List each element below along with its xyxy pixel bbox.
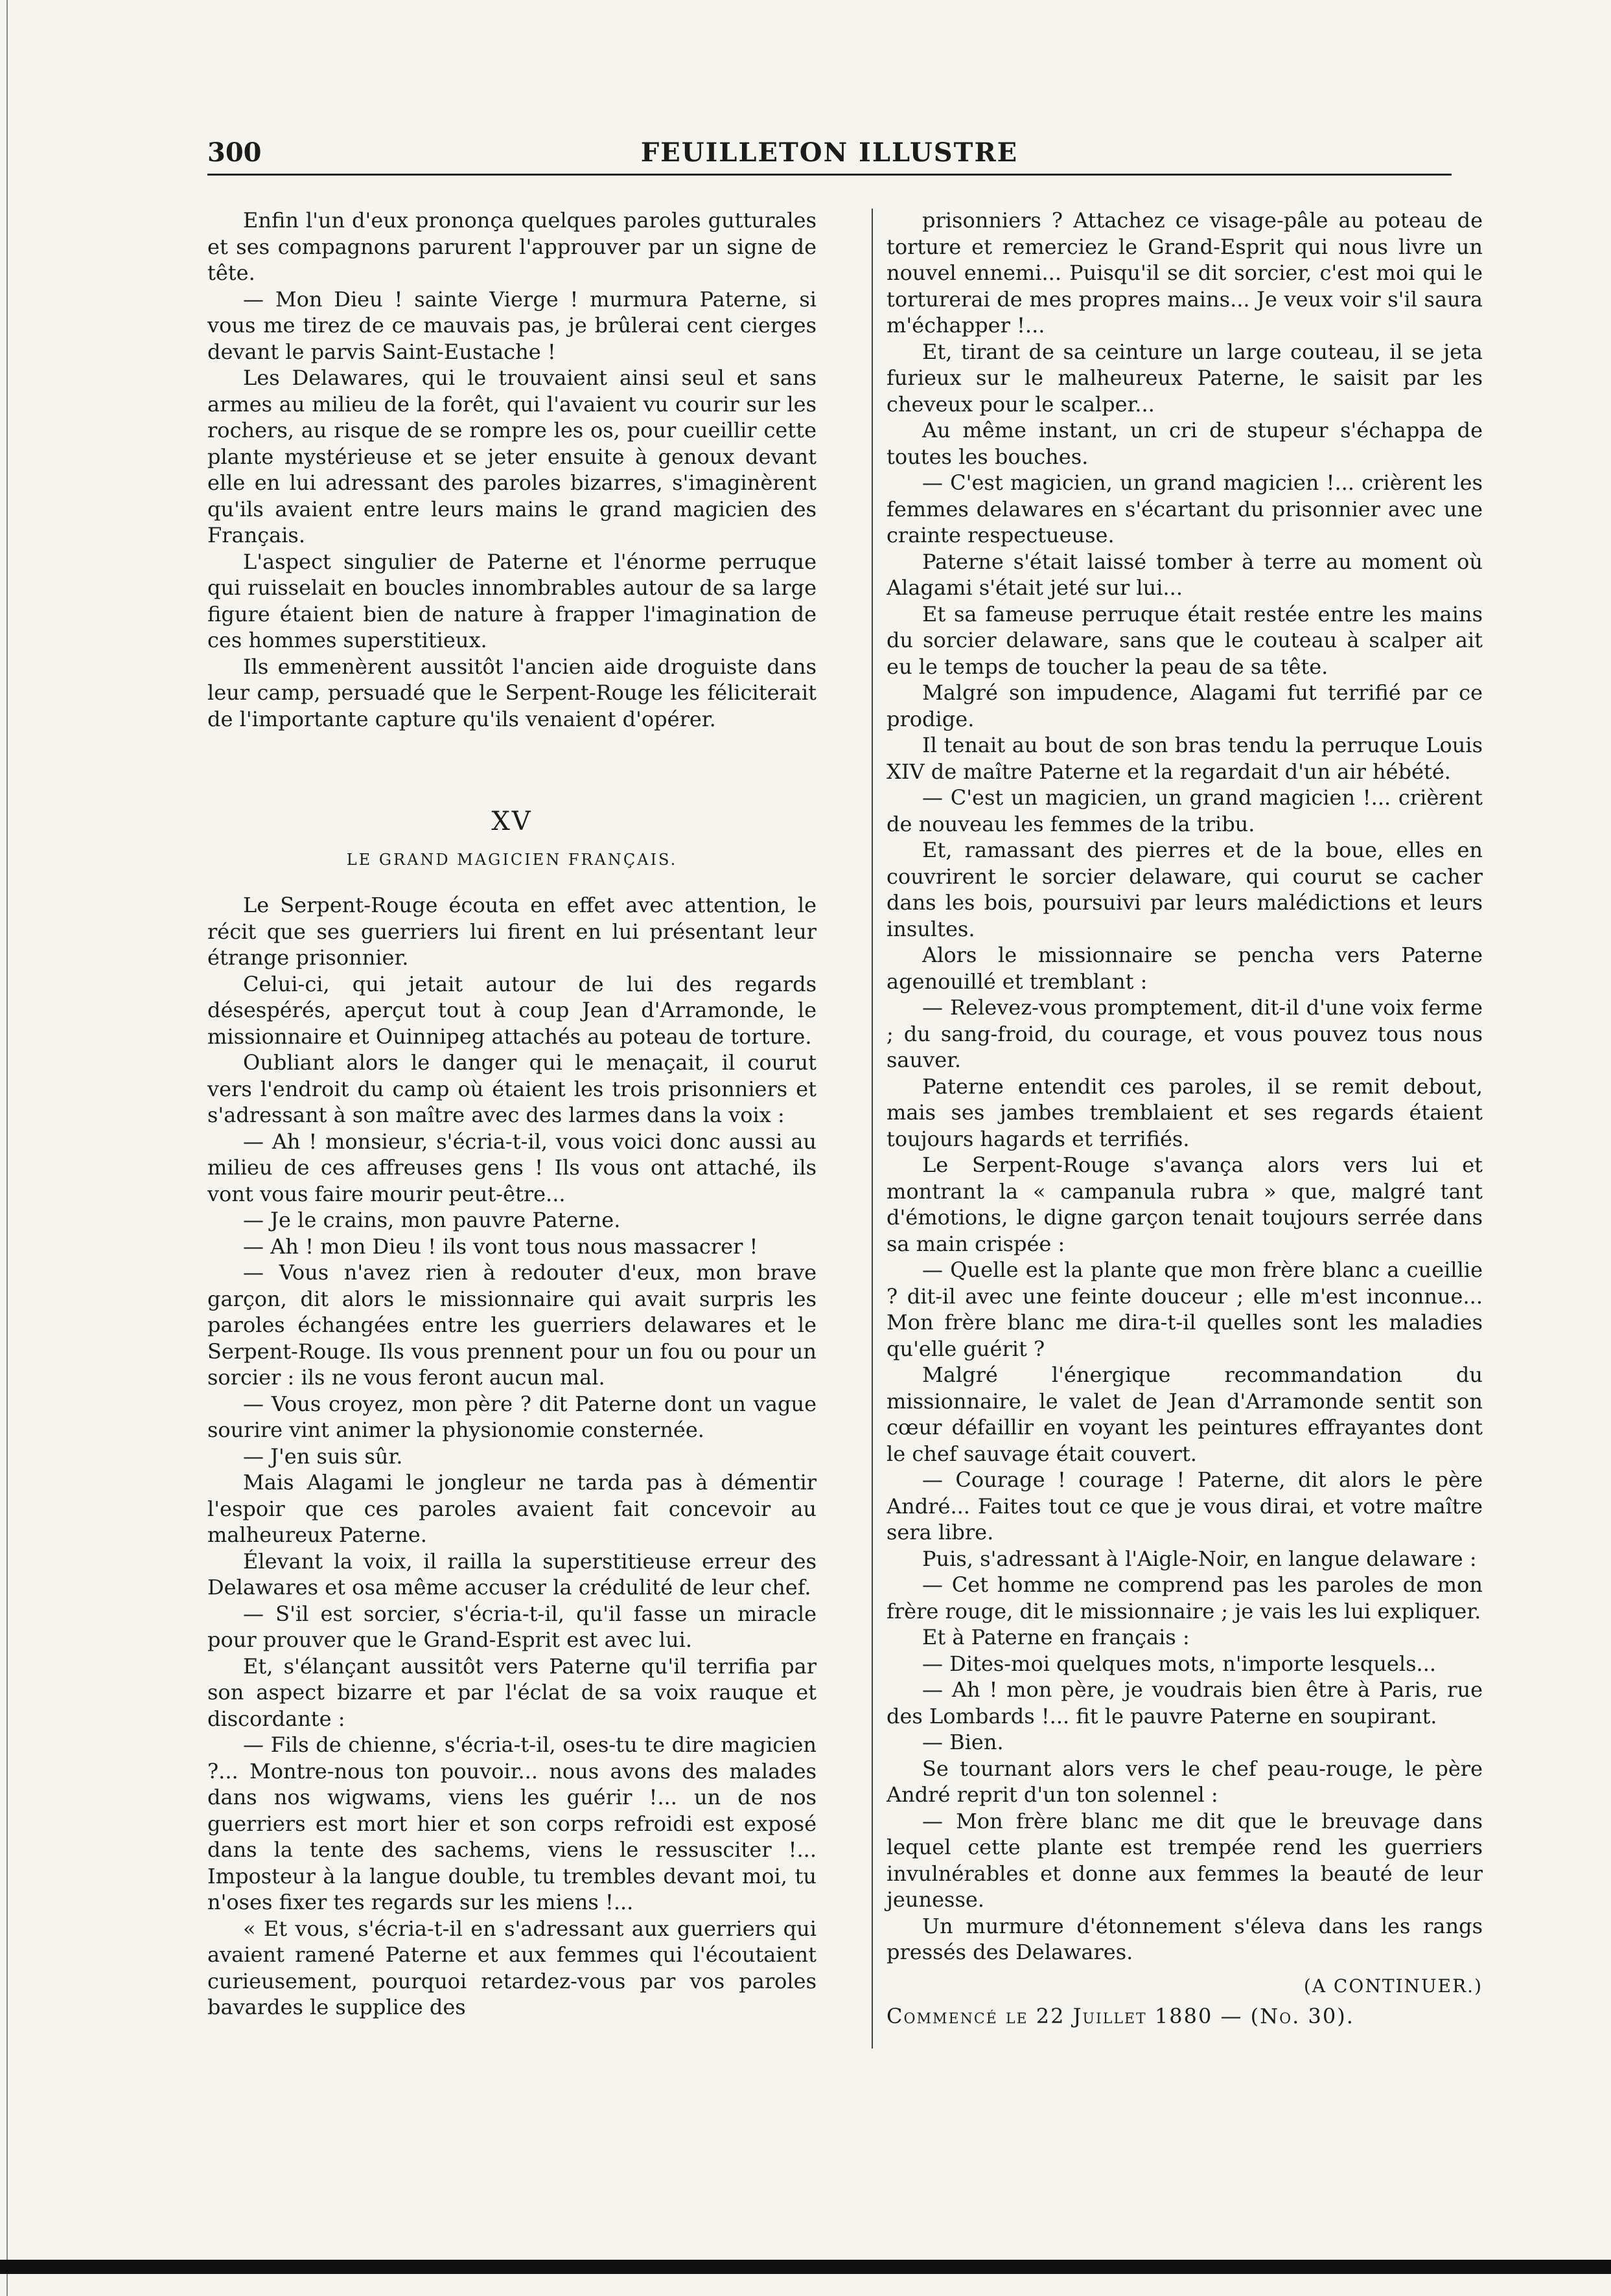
paragraph: — Quelle est la plante que mon frère blanc a cueillie ? dit-il avec une feinte douceur ; elle m'est inconnue... Mon frère blanc me dira-t-il quelles sont les maladies qu'elle guérit ?	[887, 1257, 1483, 1361]
paragraph: — C'est magicien, un grand magicien !... crièrent les femmes delawares en s'écartant du prisonnier avec une crainte respectueuse.	[887, 470, 1483, 547]
paragraph: Élevant la voix, il railla la superstitieuse erreur des Delawares et osa même accuser la crédulité de leur chef.	[207, 1548, 817, 1600]
paragraph: — Ah ! monsieur, s'écria-t-il, vous voici donc aussi au milieu de ces affreuses gens ! Ils vous ont attaché, ils vont vous faire mourir peut-être...	[207, 1129, 817, 1206]
paragraph: Oubliant alors le danger qui le menaçait, il courut vers l'endroit du camp où étaient les trois prisonniers et s'adressant à son maître avec des larmes dans la voix :	[207, 1050, 817, 1127]
paragraph: — Courage ! courage ! Paterne, dit alors le père André... Faites tout ce que je vous dirai, et votre maître sera libre.	[887, 1467, 1483, 1544]
page-number: 300	[207, 137, 262, 168]
paragraph: — Mon Dieu ! sainte Vierge ! murmura Paterne, si vous me tirez de ce mauvais pas, je brûlerai cent cierges devant le parvis Saint-Eustache !	[207, 286, 817, 364]
paragraph: — C'est un magicien, un grand magicien !... crièrent de nouveau les femmes de la tribu.	[887, 785, 1483, 836]
paragraph: Les Delawares, qui le trouvaient ainsi seul et sans armes au milieu de la forêt, qui l'avaient vu courir sur les rochers, au risque de se rompre les os, pour cueillir cette plante mystérieuse et se jeter ensuite à genoux devant elle en lui adressant des paroles bizarres, s'imaginèrent qu'ils avaient entre leurs mains le grand magicien des Français.	[207, 365, 817, 547]
right-paragraphs	[887, 207, 1483, 1966]
paragraph: — Je le crains, mon pauvre Paterne.	[243, 1208, 621, 1232]
paragraph: Et, s'élançant aussitôt vers Paterne qu'il terrifia par son aspect bizarre et par l'éclat de sa voix rauque et discordante :	[207, 1653, 817, 1731]
paragraph: Malgré son impudence, Alagami fut terrifié par ce prodige.	[887, 680, 1483, 731]
paragraph: — Mon frère blanc me dit que le breuvage dans lequel cette plante est trempée rend les guerriers invulnérables et donne aux femmes la beauté de leur jeunesse.	[887, 1808, 1483, 1912]
left-paragraphs-before	[207, 207, 817, 732]
paragraph: — Fils de chienne, s'écria-t-il, oses-tu te dire magicien ?... Montre-nous ton pouvoir... nous avons des malades dans nos wigwams, viens les guérir !... un de nos guerriers est mort hier et son corps refroidi est exposé dans la tente des sachems, viens le ressusciter !... Imposteur à la langue double, tu trembles devant moi, tu n'oses fixer tes regards sur les miens !...	[207, 1732, 817, 1914]
journal-title: FEUILLETON ILLUSTRE	[640, 137, 1019, 168]
continuation-note: (A CONTINUER.)	[1303, 1975, 1483, 1997]
left-column	[207, 207, 817, 2021]
bottom-border-bar	[0, 2260, 1611, 2274]
paragraph: « Et vous, s'écria-t-il en s'adressant aux guerriers qui avaient ramené Paterne et aux femmes qui l'écoutaient curieusement, pourquoi retardez-vous par vos paroles bavardes le supplice des	[207, 1916, 817, 2019]
paragraph: Mais Alagami le jongleur ne tarda pas à démentir l'espoir que ces paroles avaient fait concevoir au malheureux Paterne.	[207, 1470, 817, 1547]
page-header	[207, 135, 1452, 176]
paragraph: Celui-ci, qui jetait autour de lui des regards désespérés, aperçut tout à coup Jean d'Arramonde, le missionnaire et Ouinnipeg attachés au poteau de torture.	[207, 971, 817, 1049]
paragraph: — J'en suis sûr.	[243, 1443, 403, 1469]
paragraph: — Bien.	[922, 1730, 1004, 1754]
paragraph: Paterne s'était laissé tomber à terre au moment où Alagami s'était jeté sur lui...	[887, 549, 1483, 600]
paragraph: Paterne entendit ces paroles, il se remit debout, mais ses jambes tremblaient et ses regards étaient toujours hagards et terrifiés.	[887, 1073, 1483, 1151]
column-divider	[872, 209, 873, 2049]
paragraph: — S'il est sorcier, s'écria-t-il, qu'il fasse un miracle pour prouver que le Grand-Esprit est avec lui.	[207, 1601, 817, 1652]
paragraph: Ils emmenèrent aussitôt l'ancien aide droguiste dans leur camp, persuadé que le Serpent-Rouge les féliciterait de l'importante capture qu'ils venaient d'opérer.	[207, 654, 817, 731]
paragraph: — Ah ! mon Dieu ! ils vont tous nous massacrer !	[243, 1234, 758, 1259]
paragraph: — Relevez-vous promptement, dit-il d'une voix ferme ; du sang-froid, du courage, et vous pouvez tous nous sauver.	[887, 995, 1483, 1072]
paragraph: L'aspect singulier de Paterne et l'énorme perruque qui ruisselait en boucles innombrables autour de sa large figure étaient bien de nature à frapper l'imagination de ces hommes superstitieux.	[207, 549, 817, 652]
chapter-number: XV	[491, 807, 533, 836]
paragraph: Et, tirant de sa ceinture un large couteau, il se jeta furieux sur le malheureux Paterne, le saisit par les cheveux pour le scalper...	[887, 339, 1483, 417]
paragraph: Et à Paterne en français :	[922, 1625, 1190, 1649]
paragraph: — Vous croyez, mon père ? dit Paterne dont un vague sourire vint animer la physionomie consternée.	[207, 1391, 817, 1442]
paragraph: Puis, s'adressant à l'Aigle-Noir, en langue delaware :	[922, 1546, 1477, 1571]
chapter-title: LE GRAND MAGICIEN FRANÇAIS.	[346, 850, 678, 869]
paragraph: Malgré l'énergique recommandation du missionnaire, le valet de Jean d'Arramonde sentit son cœur défaillir en voyant les peintures effrayantes dont le chef sauvage était couvert.	[887, 1362, 1483, 1466]
paragraph: Alors le missionnaire se pencha vers Paterne agenouillé et tremblant :	[887, 943, 1483, 994]
paragraph: Il tenait au bout de son bras tendu la perruque Louis XIV de maître Paterne et la regardait d'un air hébété.	[887, 733, 1483, 784]
paragraph: — Dites-moi quelques mots, n'importe lesquels...	[922, 1651, 1437, 1676]
paragraph: Et sa fameuse perruque était restée entre les mains du sorcier delaware, sans que le couteau à scalper ait eu le temps de toucher la peau de sa tête.	[887, 601, 1483, 679]
left-paragraphs-after	[207, 892, 817, 2021]
page-margin-line	[6, 0, 8, 2296]
right-column	[887, 207, 1483, 2030]
serial-note: Commencé le 22 Juillet 1880 — (No. 30).	[887, 2004, 1354, 2028]
paragraph: Un murmure d'étonnement s'éleva dans les rangs pressés des Delawares.	[887, 1913, 1483, 1964]
paragraph: — Ah ! mon père, je voudrais bien être à Paris, rue des Lombards !... fit le pauvre Paterne en soupirant.	[887, 1677, 1483, 1728]
paragraph: Le Serpent-Rouge écouta en effet avec attention, le récit que ses guerriers lui firent en lui présentant leur étrange prisonnier.	[207, 893, 817, 970]
paragraph: Enfin l'un d'eux prononça quelques paroles gutturales et ses compagnons parurent l'approuver par un signe de tête.	[207, 208, 817, 285]
paragraph: — Cet homme ne comprend pas les paroles de mon frère rouge, dit le missionnaire ; je vais les lui expliquer.	[887, 1572, 1483, 1624]
paragraph: Au même instant, un cri de stupeur s'échappa de toutes les bouches.	[887, 418, 1483, 469]
paragraph: prisonniers ? Attachez ce visage-pâle au poteau de torture et remerciez le Grand-Esprit qui nous livre un nouvel ennemi... Puisqu'il se dit sorcier, c'est moi qui le torturerai de mes propres mains... Je veux voir s'il saura m'échapper !...	[887, 208, 1483, 338]
paragraph: Le Serpent-Rouge s'avança alors vers lui et montrant la « campanula rubra » que, malgré tant d'émotions, le digne garçon tenait toujours serrée dans sa main crispée :	[887, 1153, 1483, 1256]
paragraph: — Vous n'avez rien à redouter d'eux, mon brave garçon, dit alors le missionnaire qui avait surpris les paroles échangées entre les guerriers delawares et le Serpent-Rouge. Ils vous prennent pour un fou ou pour un sorcier : ils ne vous feront aucun mal.	[207, 1260, 817, 1390]
paragraph: Et, ramassant des pierres et de la boue, elles en couvrirent le sorcier delaware, qui courut se cacher dans les bois, poursuivi par leurs malédictions et leurs insultes.	[887, 838, 1483, 941]
paragraph: Se tournant alors vers le chef peau-rouge, le père André reprit d'un ton solennel :	[887, 1756, 1483, 1807]
